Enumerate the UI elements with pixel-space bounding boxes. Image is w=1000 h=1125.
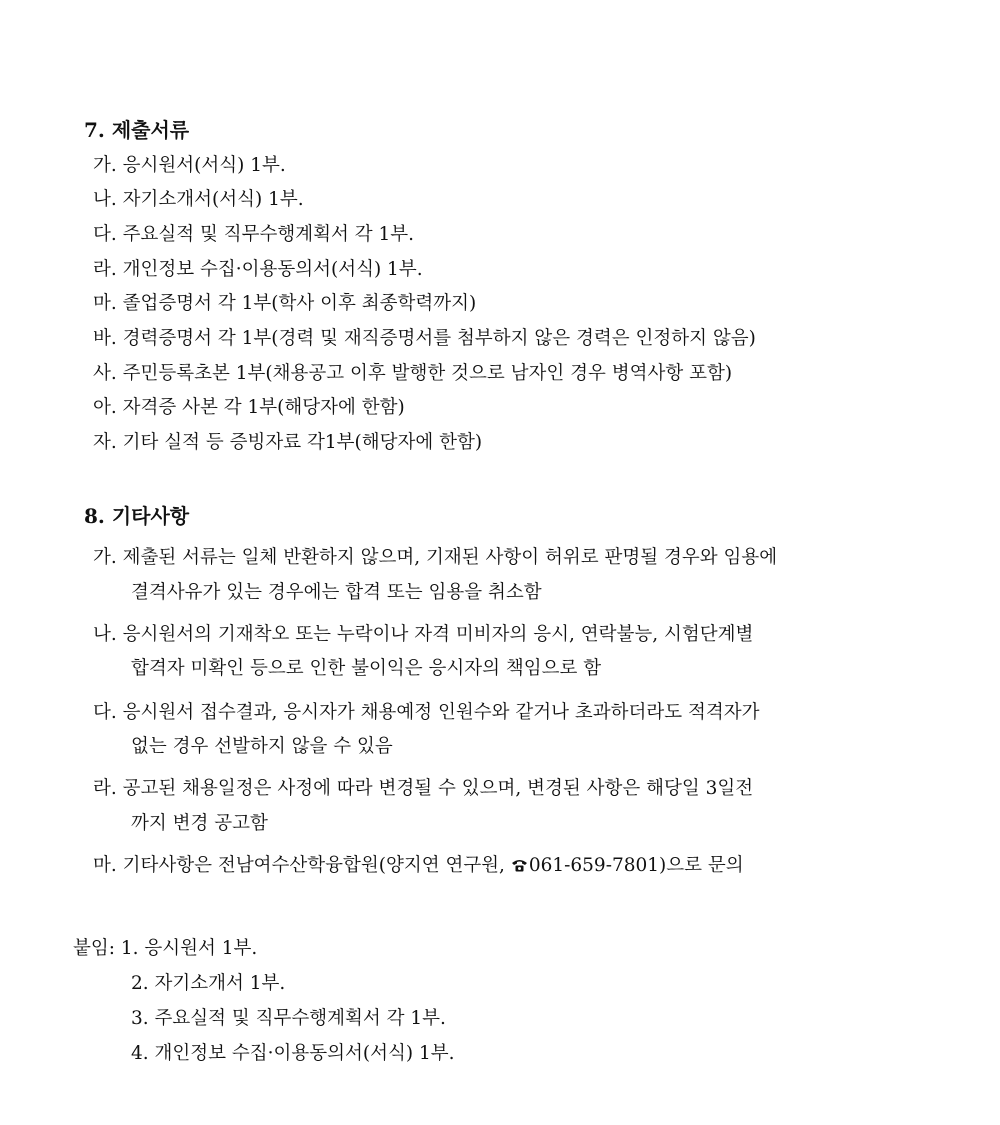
item-label: 라. [93, 259, 117, 280]
item-text: 응시원서 접수결과, 응시자가 채용예정 인원수와 같거나 초과하더라도 적격자가 [122, 702, 760, 723]
section-7-item [93, 257, 423, 283]
attachment-item [131, 1006, 446, 1032]
item-label: 아. [93, 397, 117, 418]
section-7-item [93, 395, 405, 421]
section-7-item [93, 187, 304, 213]
section-8-item [93, 545, 777, 571]
attachment-number: 4. [131, 1043, 149, 1064]
item-label: 마. [93, 855, 117, 876]
item-text: 자기소개서(서식) 1부. [122, 189, 304, 210]
section-7-item [93, 153, 286, 179]
item-label: 다. [93, 224, 117, 245]
item-text: 제출된 서류는 일체 반환하지 않으며, 기재된 사항이 허위로 판명될 경우와 임용에 [122, 547, 778, 568]
phone-number: 061-659-7801 [528, 855, 660, 876]
item-text: 응시원서(서식) 1부. [122, 155, 286, 176]
attachment-item [73, 936, 257, 962]
attachment-number: 3. [131, 1008, 149, 1029]
section-8-item-continuation: 없는 경우 선발하지 않을 수 있음 [131, 736, 393, 757]
item-label: 마. [93, 293, 117, 314]
item-label: 가. [93, 547, 117, 568]
item-text-suffix: )으로 문의 [659, 855, 744, 876]
item-text: 경력증명서 각 1부(경력 및 재직증명서를 첨부하지 않은 경력은 인정하지 않음) [122, 328, 756, 349]
item-label: 다. [93, 702, 117, 723]
section-8-item [93, 853, 744, 879]
item-label: 가. [93, 155, 117, 176]
attachment-item [131, 1041, 454, 1067]
section-7-item [93, 326, 756, 352]
item-label: 자. [93, 432, 117, 453]
item-text: 개인정보 수집·이용동의서(서식) 1부. [122, 259, 423, 280]
section-8-item [93, 700, 759, 726]
attachment-number: 1. [120, 938, 139, 959]
attachment-text: 주요실적 및 직무수행계획서 각 1부. [154, 1008, 446, 1029]
attachment-item [131, 971, 285, 997]
attachment-text: 자기소개서 1부. [154, 973, 286, 994]
item-label: 나. [93, 624, 117, 645]
section-8-item [93, 776, 753, 802]
section-7-item [93, 291, 476, 317]
telephone-icon [511, 854, 528, 868]
attachments-label: 붙임: [73, 938, 115, 959]
item-text: 주요실적 및 직무수행계획서 각 1부. [122, 224, 415, 245]
item-text: 기타 실적 등 증빙자료 각1부(해당자에 한함) [122, 432, 483, 453]
section-7-item [93, 361, 732, 387]
section-8-item [93, 622, 753, 648]
item-text: 응시원서의 기재착오 또는 누락이나 자격 미비자의 응시, 연락불능, 시험단계별 [122, 624, 754, 645]
attachment-text: 개인정보 수집·이용동의서(서식) 1부. [154, 1043, 455, 1064]
item-label: 나. [93, 189, 117, 210]
attachment-number: 2. [131, 973, 149, 994]
item-text: 기타사항은 전남여수산학융합원(양지연 연구원, [122, 855, 511, 876]
attachment-text: 응시원서 1부. [144, 938, 258, 959]
section-7-title: 7. 제출서류 [84, 118, 190, 142]
item-text: 공고된 채용일정은 사정에 따라 변경될 수 있으며, 변경된 사항은 해당일 3일전 [122, 778, 754, 799]
section-7-item [93, 222, 414, 248]
item-label: 바. [93, 328, 117, 349]
section-8-item-continuation: 결격사유가 있는 경우에는 합격 또는 임용을 취소함 [131, 582, 542, 603]
item-text: 주민등록초본 1부(채용공고 이후 발행한 것으로 남자인 경우 병역사항 포함) [122, 363, 733, 384]
item-text: 자격증 사본 각 1부(해당자에 한함) [122, 397, 405, 418]
item-label: 사. [93, 363, 117, 384]
section-8-title: 8. 기타사항 [84, 504, 190, 528]
section-8-item-continuation: 까지 변경 공고함 [131, 813, 268, 834]
section-8-item-continuation: 합격자 미확인 등으로 인한 불이익은 응시자의 책임으로 함 [131, 658, 602, 679]
section-7-item [93, 430, 482, 456]
item-label: 라. [93, 778, 117, 799]
item-text: 졸업증명서 각 1부(학사 이후 최종학력까지) [122, 293, 477, 314]
